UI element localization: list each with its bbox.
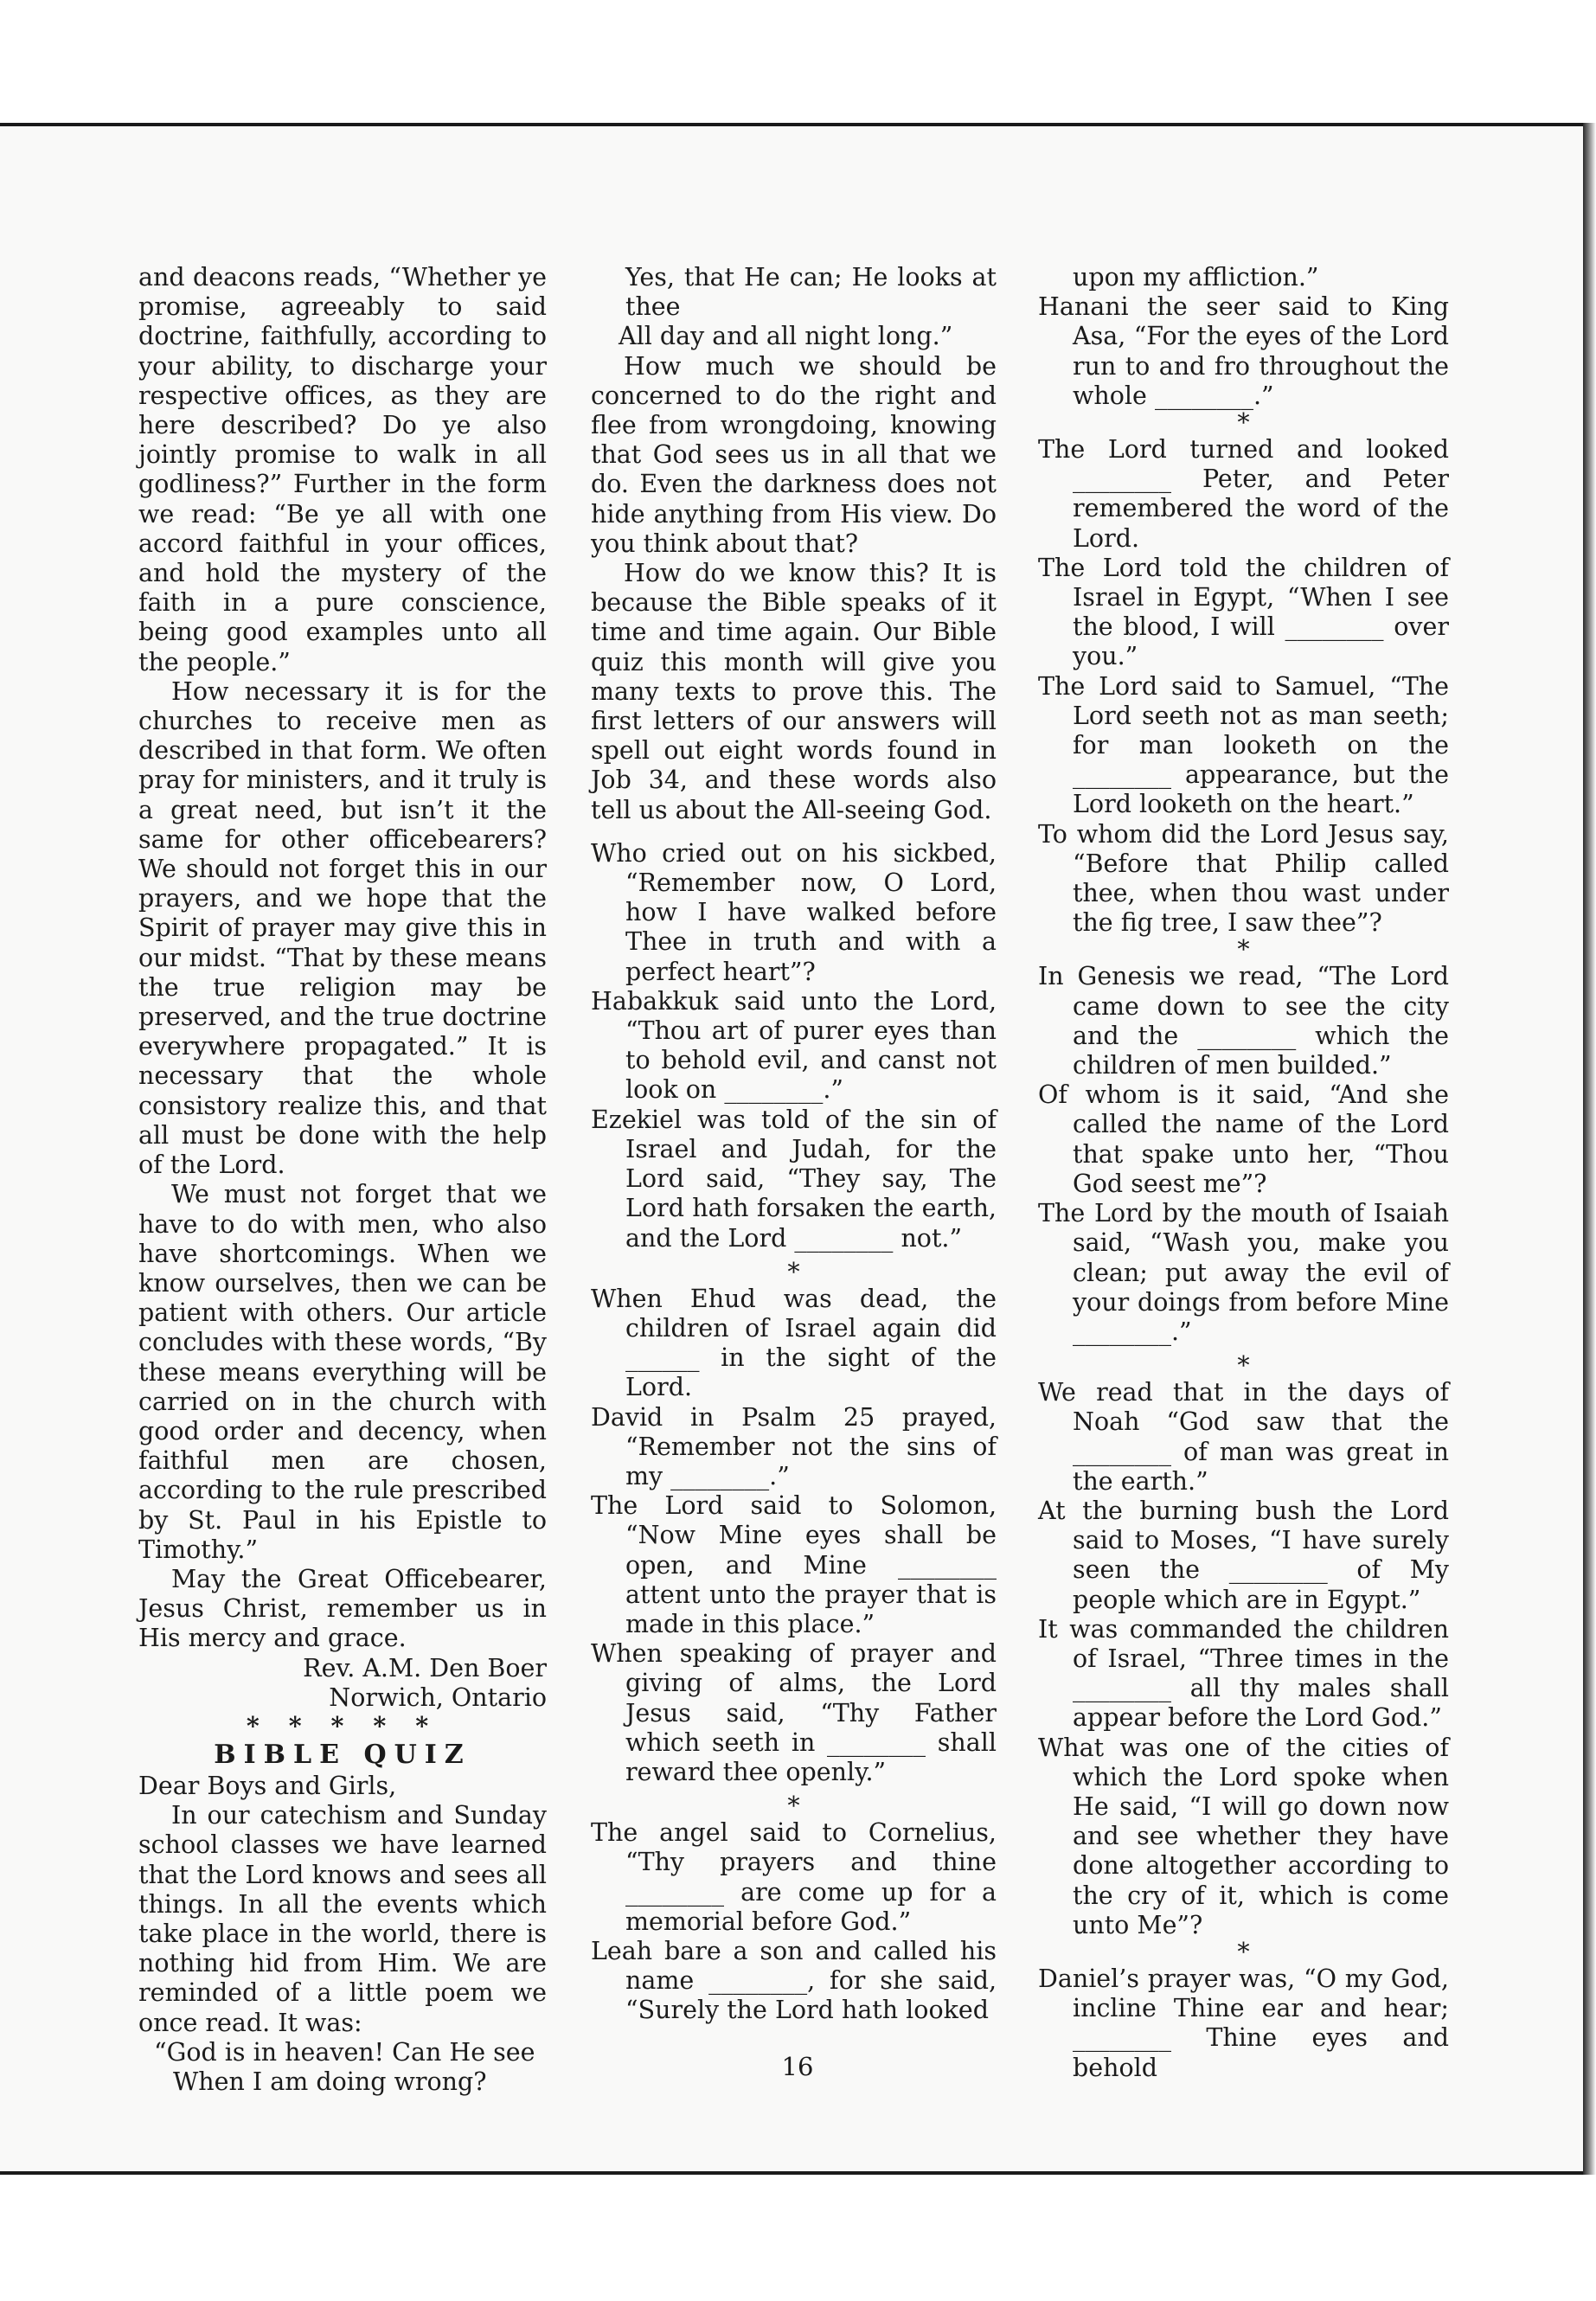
quiz-question: The Lord turned and looked ________ Peter, and Peter remembered the word of the Lord.: [1038, 435, 1449, 553]
quiz-paragraph: How much we should be concerned to do the right and flee from wrongdoing, knowing that God sees us in all that we do. Even the darkness does not hide anything from His view. Do you think about that?: [591, 351, 997, 558]
star-divider: *: [1237, 408, 1250, 438]
quiz-question: Of whom is it said, “And she called the name of the Lord that spake unto her, “Thou God seest me”?: [1038, 1080, 1449, 1198]
quiz-question: Daniel’s prayer was, “O my God, incline Thine ear and hear; ________ Thine eyes and behold: [1038, 1964, 1449, 2082]
column-right: [1038, 263, 1449, 2083]
quiz-question: Habakkuk said unto the Lord, “Thou art of purer eyes than to behold evil, and canst not look on ________.”: [591, 986, 997, 1105]
author-name: Rev. A.M. Den Boer: [303, 1653, 547, 1682]
article-paragraph: and deacons reads, “Whether ye promise, agreeably to said doctrine, faithfully, according to your ability, to discharge your respective offices, as they are here described? Do ye also jointly promise to walk in all godliness?” Further in the form we read: “Be ye all with one accord faithful in your offices, and hold the mystery of the faith in a pure conscience, being good examples unto all the people.”: [138, 263, 547, 676]
poem-line: When I am doing wrong?: [173, 2067, 487, 2096]
quiz-question: At the burning bush the Lord said to Moses, “I have surely seen the ________ of My people which are in Egypt.”: [1038, 1496, 1449, 1614]
quiz-question: David in Psalm 25 prayed, “Remember not the sins of my ________.”: [591, 1402, 997, 1490]
article-paragraph: How necessary it is for the churches to receive men as described in that form. We often pray for ministers, and it truly is a great need, but isn’t it the same for other officebearers? We should not forget this in our prayers, and we hope that the Spirit of prayer may give this in our midst. “That by these means the true religion may be preserved, and the true doctrine everywhere propagated.” It is necessary that the whole consistory realize this, and that all must be done with the help of the Lord.: [138, 676, 547, 1180]
column-left: [138, 263, 547, 2097]
quiz-question: Who cried out on his sickbed, “Remember now, O Lord, how I have walked before Thee in truth and with a perfect heart”?: [591, 838, 997, 986]
column-middle: [591, 263, 997, 2026]
quiz-heading: BIBLE QUIZ: [214, 1739, 471, 1770]
quiz-question-continued: upon my affliction.”: [1073, 263, 1319, 292]
author-location: Norwich, Ontario: [329, 1682, 547, 1712]
salutation: Dear Boys and Girls,: [138, 1771, 397, 1800]
page-number: 16: [781, 2052, 814, 2081]
star-divider: *: [787, 1257, 800, 1286]
quiz-question: Ezekiel was told of the sin of Israel and Judah, for the Lord said, “They say, The Lord hath forsaken the earth, and the Lord ________ not.”: [591, 1105, 997, 1253]
quiz-question: It was commanded the children of Israel, “Three times in the ________ all thy males shall appear before the Lord God.”: [1038, 1614, 1449, 1733]
star-divider: *: [1237, 1937, 1250, 1966]
quiz-question: In Genesis we read, “The Lord came down to see the city and the ________ which the children of men builded.”: [1038, 962, 1449, 1080]
article-paragraph: We must not forget that we have to do with men, who also have shortcomings. When we know ourselves, then we can be patient with others. Our article concludes with these words, “By these means everything will be carried on in the church with good order and decency, when faithful men are chosen, according to the rule prescribed by St. Paul in his Epistle to Timothy.”: [138, 1180, 547, 1564]
quiz-question: Leah bare a son and called his name ________, for she said, “Surely the Lord hath looked: [591, 1936, 997, 2025]
scan-margin-top: [0, 0, 1596, 123]
quiz-question: What was one of the cities of which the Lord spoke when He said, “I will go down now and see whether they have done altogether according to the cry of it, which is come unto Me”?: [1038, 1733, 1449, 1939]
quiz-question: When speaking of prayer and giving of alms, the Lord Jesus said, “Thy Father which seeth in ________ shall reward thee openly.”: [591, 1639, 997, 1786]
quiz-question: To whom did the Lord Jesus say, “Before that Philip called thee, when thou wast under the fig tree, I saw thee”?: [1038, 819, 1449, 938]
page-edge-shadow: [1583, 123, 1596, 2175]
poem-line: All day and all night long.”: [619, 322, 953, 351]
quiz-question: Hanani the seer said to King Asa, “For the eyes of the Lord run to and fro throughout the whole ________.”: [1038, 292, 1449, 410]
quiz-paragraph: How do we know this? It is because the Bible speaks of it time and time again. Our Bible quiz this month will give you many texts to prove this. The first letters of our answers will spell out eight words found in Job 34, and these words also tell us about the All-seeing God.: [591, 559, 997, 824]
quiz-question: The angel said to Cornelius, “Thy prayers and thine ________ are come up for a memorial before God.”: [591, 1818, 997, 1936]
quiz-question: When Ehud was dead, the children of Israel again did ______ in the sight of the Lord.: [591, 1284, 997, 1402]
star-divider: *: [1237, 1351, 1250, 1381]
quiz-intro: In our catechism and Sunday school classes we have learned that the Lord knows and sees all things. In all the events which take place in the world, there is nothing hid from Him. We are reminded of a little poem we once read. It was:: [138, 1801, 547, 2037]
quiz-question: The Lord said to Samuel, “The Lord seeth not as man seeth; for man looketh on the ________ appearance, but the Lord looketh on the heart.”: [1038, 671, 1449, 819]
quiz-question: The Lord said to Solomon, “Now Mine eyes shall be open, and Mine ________ attent unto the prayer that is made in this place.”: [591, 1491, 997, 1638]
star-divider: *: [787, 1791, 800, 1821]
quiz-question: The Lord by the mouth of Isaiah said, “Wash you, make you clean; put away the evil of your doings from before Mine ________.”: [1038, 1199, 1449, 1346]
poem-line: Yes, that He can; He looks at thee: [625, 263, 997, 322]
quiz-question: The Lord told the children of Israel in Egypt, “When I see the blood, I will ________ over you.”: [1038, 553, 1449, 671]
section-divider: * * * * *: [246, 1710, 439, 1740]
article-paragraph: May the Great Officebearer, Jesus Christ, remember us in His mercy and grace.: [138, 1564, 547, 1653]
star-divider: *: [1237, 935, 1250, 965]
poem-line: “God is in heaven! Can He see: [154, 2037, 535, 2067]
quiz-question: We read that in the days of Noah “God saw that the ________ of man was great in the earth.”: [1038, 1378, 1449, 1496]
